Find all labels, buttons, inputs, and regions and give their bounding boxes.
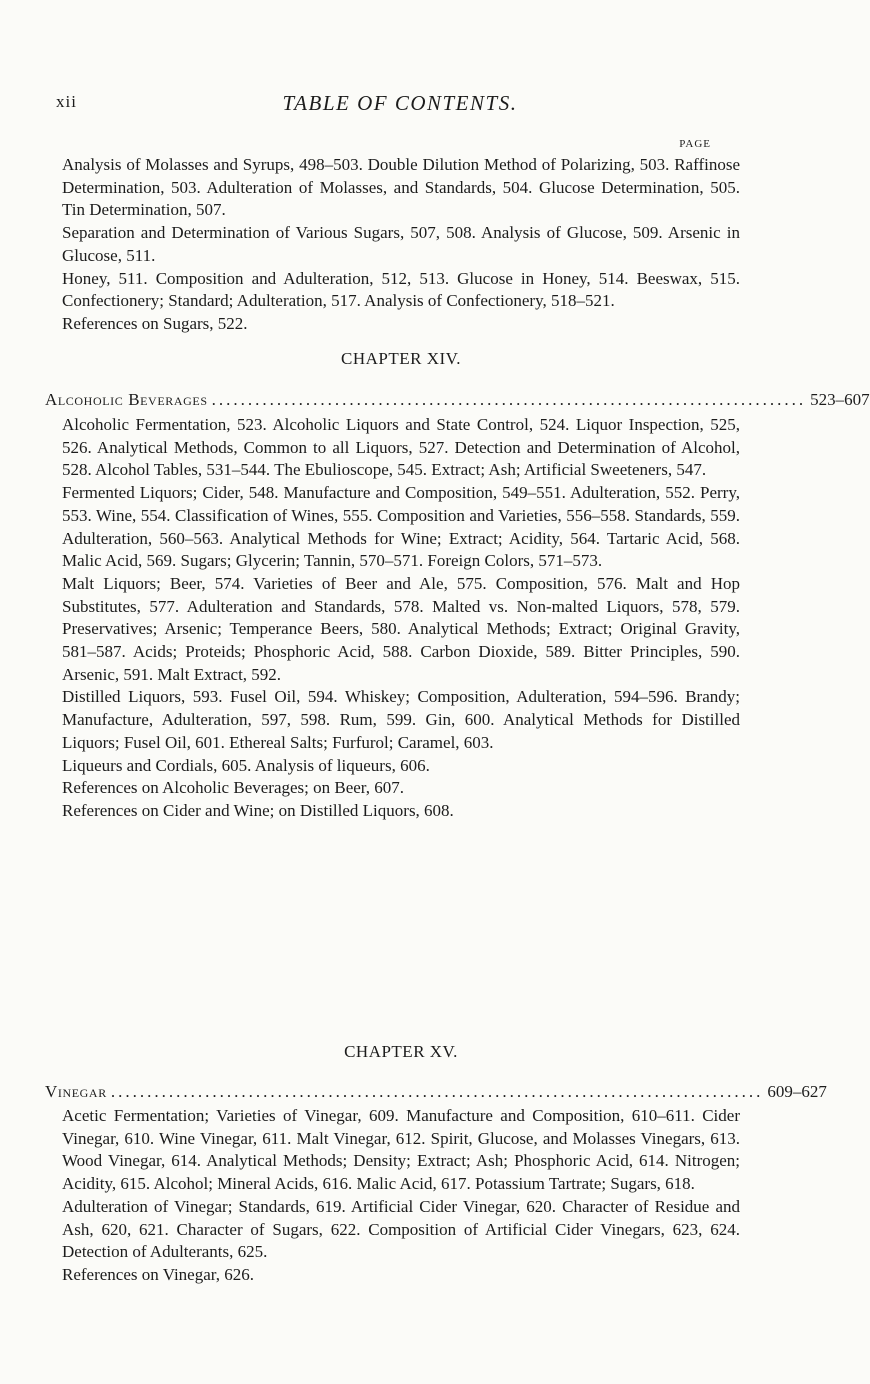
sugars-section	[62, 154, 740, 336]
toc-entry-pages: 609–627	[767, 1082, 827, 1101]
leader-dots: ..................................................................................	[211, 390, 807, 409]
toc-paragraph: References on Alcoholic Beverages; on Beer, 607.	[62, 778, 405, 798]
chapter-xiv-heading-wrap	[62, 349, 740, 369]
chapter-xv-heading-wrap	[62, 1042, 740, 1062]
toc-paragraph: Analysis of Molasses and Syrups, 498–503. Double Dilution Method of Polarizing, 503. Raffinose Determination, 503. Adulteration of Molasses, and Standards, 504. Glucose Determination, 505. Tin Determination, 507.	[62, 155, 740, 220]
page-column-label: PAGE	[679, 138, 711, 150]
running-title: TABLE OF CONTENTS.	[282, 91, 518, 115]
toc-paragraph: References on Vinegar, 626.	[62, 1264, 254, 1284]
chapter-heading: CHAPTER XV.	[344, 1042, 458, 1061]
toc-paragraph: Separation and Determination of Various Sugars, 507, 508. Analysis of Glucose, 509. Arsenic in Glucose, 511.	[62, 223, 740, 265]
toc-paragraph: References on Sugars, 522.	[62, 313, 248, 333]
chapter-xiv-section	[62, 414, 740, 823]
toc-entry-title: Alcoholic Beverages	[45, 390, 208, 409]
leader-dots: ..........................................................................................	[110, 1082, 764, 1101]
toc-paragraph: Fermented Liquors; Cider, 548. Manufacture and Composition, 549–551. Adulteration, 552. Perry, 553. Wine, 554. Classification of Wines, 555. Composition and Varieties, 556–558. Standards, 559. Adulteration, 560–563. Analytical Methods for Wine; Extract; Acidity, 564. Tartaric Acid, 568. Malic Acid, 569. Sugars; Glycerin; Tannin, 570–571. Foreign Colors, 571–573.	[62, 483, 740, 571]
toc-entry-title: Vinegar	[45, 1082, 107, 1101]
toc-paragraph: Distilled Liquors, 593. Fusel Oil, 594. Whiskey; Composition, Adulteration, 594–596. Brandy; Manufacture, Adulteration, 597, 598. Rum, 599. Gin, 600. Analytical Methods for Distilled Liquors; Fusel Oil, 601. Ethereal Salts; Furfurol; Caramel, 603.	[62, 687, 740, 752]
toc-entry-alcoholic-beverages[interactable]	[45, 390, 870, 412]
toc-entry-vinegar[interactable]	[45, 1082, 827, 1104]
toc-paragraph: Malt Liquors; Beer, 574. Varieties of Beer and Ale, 575. Composition, 576. Malt and Hop Substitutes, 577. Adulteration and Standards, 578. Malted vs. Non-malted Liquors, 578, 579. Preservatives; Arsenic; Temperance Beers, 580. Analytical Methods; Extract; Original Gravity, 581–587. Acids; Proteids; Phosphoric Acid, 588. Carbon Dioxide, 589. Bitter Principles, 590. Arsenic, 591. Malt Extract, 592.	[62, 573, 740, 684]
toc-paragraph: Acetic Fermentation; Varieties of Vinegar, 609. Manufacture and Composition, 610–611. Cider Vinegar, 610. Wine Vinegar, 611. Malt Vinegar, 612. Spirit, Glucose, and Molasses Vinegars, 613. Wood Vinegar, 614. Analytical Methods; Density; Extract; Ash; Phosphoric Acid, 614. Nitrogen; Acidity, 615. Alcohol; Mineral Acids, 616. Malic Acid, 617. Potassium Tartrate; Sugars, 618.	[62, 1106, 740, 1194]
page-number: xii	[56, 92, 77, 111]
chapter-heading: CHAPTER XIV.	[341, 349, 461, 368]
toc-paragraph: References on Cider and Wine; on Distilled Liquors, 608.	[62, 800, 454, 820]
toc-paragraph: Alcoholic Fermentation, 523. Alcoholic Liquors and State Control, 524. Liquor Inspection, 525, 526. Analytical Methods, Common to all Liquors, 527. Detection and Determination of Alcohol, 528. Alcohol Tables, 531–544. The Ebulioscope, 545. Extract; Ash; Artificial Sweeteners, 547.	[62, 415, 740, 480]
toc-paragraph: Honey, 511. Composition and Adulteration, 512, 513. Glucose in Honey, 514. Beeswax, 515. Confectionery; Standard; Adulteration, 517. Analysis of Confectionery, 518–521.	[62, 268, 740, 311]
chapter-xv-section	[62, 1105, 740, 1287]
toc-entry-pages: 523–607	[810, 390, 870, 409]
running-head	[0, 92, 800, 116]
toc-paragraph: Liqueurs and Cordials, 605. Analysis of liqueurs, 606.	[62, 755, 430, 775]
toc-paragraph: Adulteration of Vinegar; Standards, 619. Artificial Cider Vinegar, 620. Character of Residue and Ash, 620, 621. Character of Sugars, 622. Composition of Artificial Cider Vinegars, 623, 624. Detection of Adulterants, 625.	[62, 1196, 740, 1262]
